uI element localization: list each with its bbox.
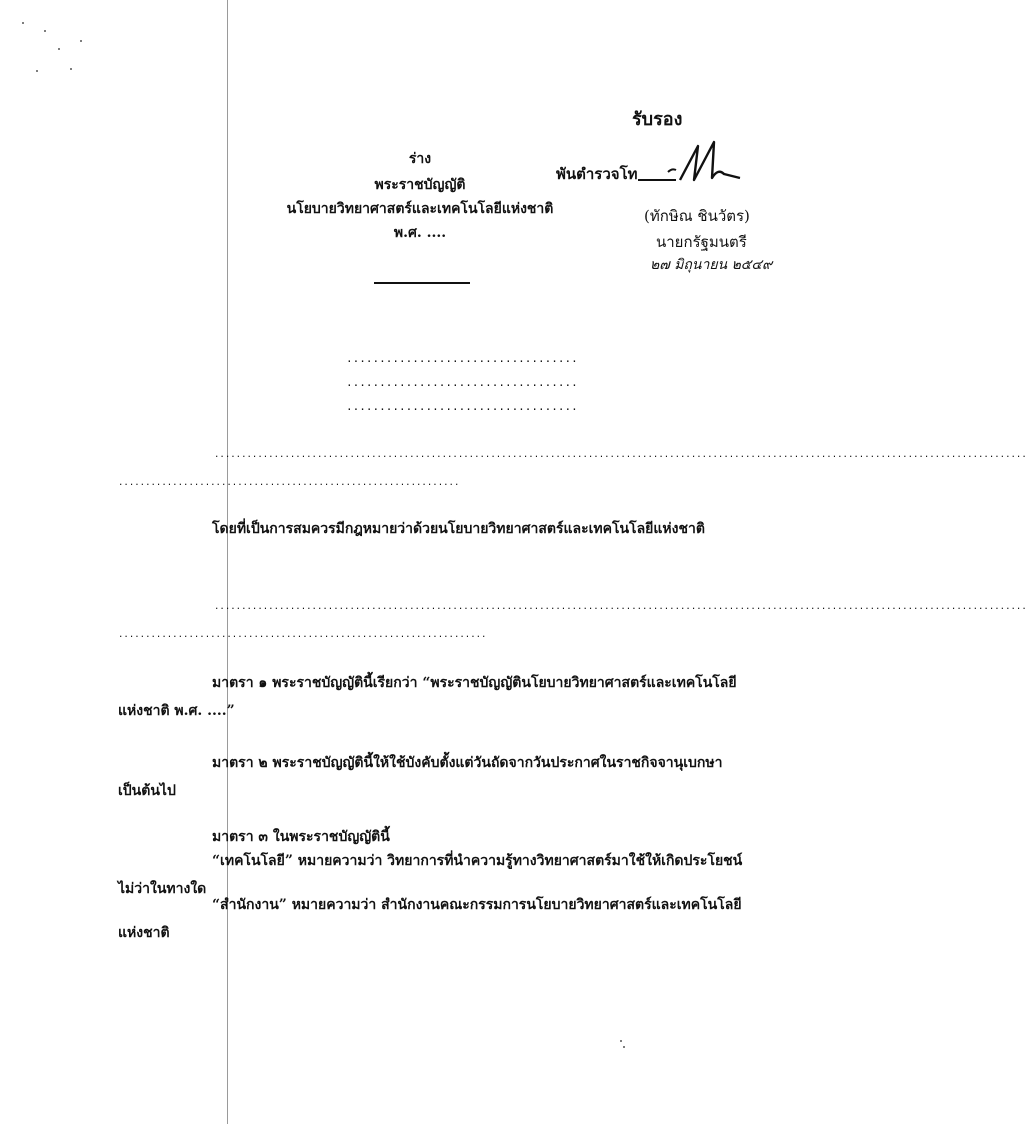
approval-title: รับรอง	[632, 109, 683, 130]
approval-date: ๒๗ มิถุนายน ๒๕๔๙	[650, 257, 773, 273]
scan-speck	[623, 1046, 625, 1048]
section-3-def-1-line-2: ไม่ว่าในทางใด	[118, 881, 207, 897]
dotted-line: ...............................................................	[118, 478, 460, 488]
signature-icon	[636, 134, 746, 190]
scan-speck	[620, 1040, 622, 1042]
dotted-line: ......................................................................................................................................................	[214, 450, 1027, 460]
section-1-line-1: มาตรา ๑ พระราชบัญญัตินี้เรียกว่า “พระราชบัญญัตินโยบายวิทยาศาสตร์และเทคโนโลยี	[212, 675, 737, 691]
scan-speck	[22, 22, 24, 24]
section-2-line-2: เป็นต้นไป	[118, 783, 176, 799]
section-3-def-1-line-1: “เทคโนโลยี” หมายความว่า วิทยาการที่นำความรู้ทางวิทยาศาสตร์มาใช้ให้เกิดประโยชน์	[212, 853, 743, 869]
scan-speck	[36, 70, 38, 72]
section-3-def-2-line-1: “สำนักงาน” หมายความว่า สำนักงานคณะกรรมการนโยบายวิทยาศาสตร์และเทคโนโลยี	[212, 897, 742, 913]
dotted-line: ...................................	[346, 352, 578, 365]
draft-label: ร่าง	[408, 151, 432, 167]
act-label: พระราชบัญญัติ	[374, 177, 466, 193]
approval-rank: พันตำรวจโท	[556, 165, 638, 183]
section-1-line-2: แห่งชาติ พ.ศ. ....”	[118, 703, 235, 719]
dotted-line: ....................................................................	[118, 630, 487, 640]
dotted-line: ......................................................................................................................................................	[214, 602, 1027, 612]
header-rule	[374, 282, 470, 284]
section-3-def-2-line-2: แห่งชาติ	[118, 925, 170, 941]
approval-position: นายกรัฐมนตรี	[656, 233, 747, 251]
dotted-line: ...................................	[346, 376, 578, 389]
scan-speck	[44, 30, 46, 32]
scan-speck	[70, 68, 72, 70]
section-3-heading: มาตรา ๓ ในพระราชบัญญัตินี้	[212, 829, 390, 845]
approval-name: (ทักษิณ ชินวัตร)	[644, 207, 750, 225]
scan-speck	[80, 40, 82, 42]
act-year: พ.ศ. ....	[393, 225, 447, 241]
scan-speck	[58, 48, 60, 50]
page-fold-line	[227, 0, 228, 1124]
whereas-clause: โดยที่เป็นการสมควรมีกฎหมายว่าด้วยนโยบายวิทยาศาสตร์และเทคโนโลยีแห่งชาติ	[212, 521, 705, 537]
act-title: นโยบายวิทยาศาสตร์และเทคโนโลยีแห่งชาติ	[286, 201, 554, 217]
section-2-line-1: มาตรา ๒ พระราชบัญญัตินี้ให้ใช้บังคับตั้งแต่วันถัดจากวันประกาศในราชกิจจานุเบกษา	[212, 755, 723, 771]
dotted-line: ...................................	[346, 400, 578, 413]
